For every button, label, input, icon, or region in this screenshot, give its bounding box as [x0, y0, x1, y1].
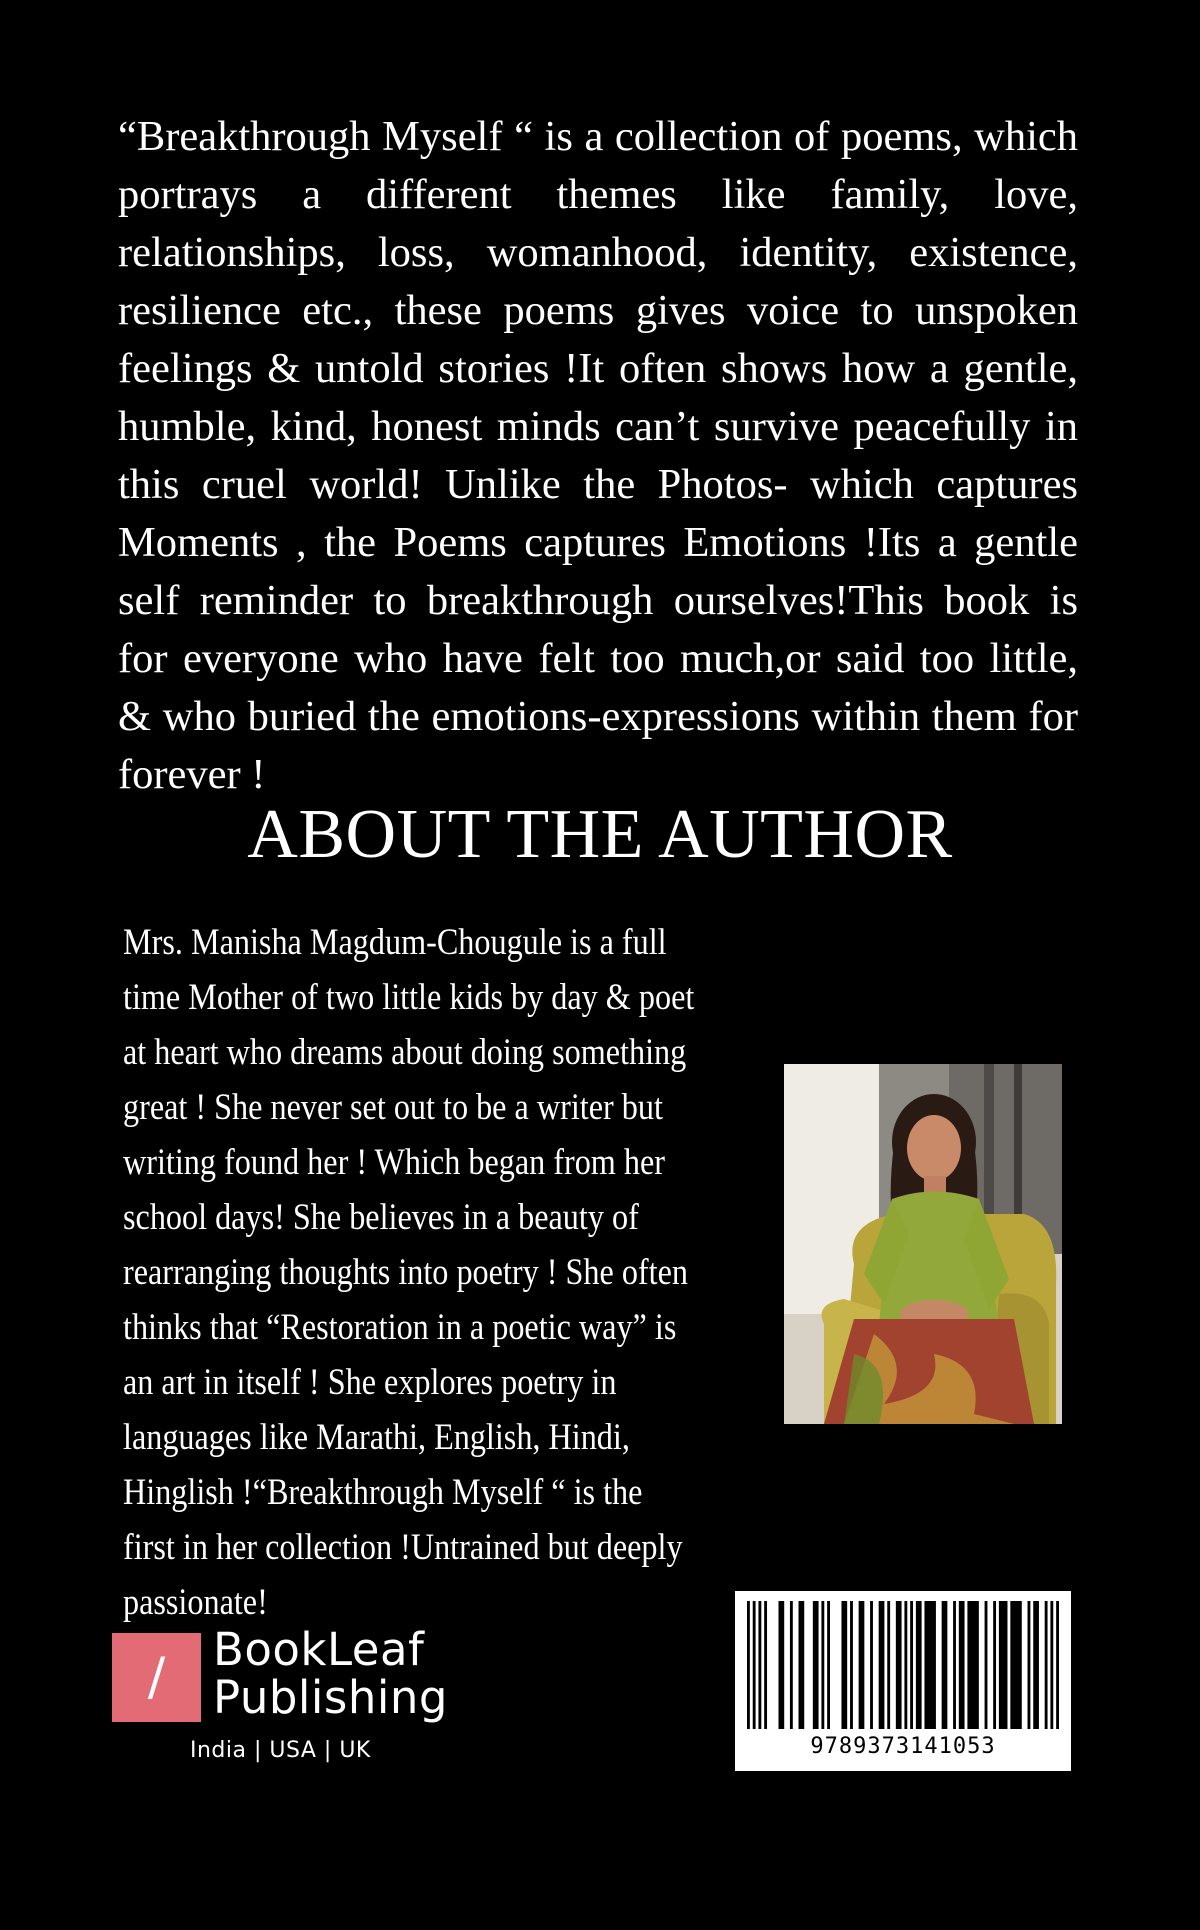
barcode-bar [747, 1601, 750, 1729]
barcode-bar [821, 1601, 824, 1729]
publisher-name-line1: BookLeaf [213, 1623, 425, 1676]
barcode-bar [904, 1601, 907, 1729]
barcode-bar [879, 1601, 885, 1729]
barcode-bar [887, 1601, 890, 1729]
barcode-bar [799, 1601, 805, 1729]
slash-icon: / [147, 1647, 166, 1707]
barcode-bar [953, 1601, 956, 1729]
barcode-bar [1056, 1601, 1059, 1729]
publisher-logo-mark [112, 1633, 201, 1722]
barcode-bar [1045, 1601, 1048, 1729]
barcode-bar [827, 1601, 830, 1729]
barcode-bar [959, 1601, 965, 1729]
barcode-bar [967, 1601, 978, 1729]
barcode-bar [790, 1601, 793, 1729]
about-author-heading: ABOUT THE AUTHOR [247, 796, 953, 873]
barcode-bar [896, 1601, 902, 1729]
barcode-bar [993, 1601, 996, 1729]
barcode-bar [999, 1601, 1008, 1729]
publisher-name-line2: Publishing [213, 1671, 448, 1724]
barcode-bar [778, 1601, 784, 1729]
barcode-bar [758, 1601, 761, 1729]
barcode-bar [1010, 1601, 1021, 1729]
barcode-bar [841, 1601, 847, 1729]
barcode-bar [753, 1601, 756, 1729]
barcode-bar [850, 1601, 853, 1729]
barcode-bar [1033, 1601, 1039, 1729]
author-photo [784, 1064, 1062, 1424]
barcode-bar [924, 1601, 935, 1729]
barcode-bar [1050, 1601, 1053, 1729]
barcode-bar [870, 1601, 873, 1729]
publisher-logo [112, 1623, 448, 1730]
barcode-bar [985, 1601, 988, 1729]
barcode-bar [910, 1601, 913, 1729]
barcode-bar [764, 1601, 767, 1729]
barcode-bar [813, 1601, 819, 1729]
isbn-number: 9789373141053 [810, 1734, 996, 1759]
author-bio: Mrs. Manisha Magdum-Chougule is a full time Mother of two little kids by day & poet at heart who dreams about doing something great ! She never set out to be a writer but writing found her ! Which began from her school days! She believes in a beauty of rearranging thoughts into poetry ! She often thinks that “Restoration in a poetic way” is an art in itself ! She explores poetry in languages like Marathi, English, Hindi, Hinglish !“Breakthrough Myself “ is the first in her collection !Untrained but deeply passionate! [123, 922, 695, 1623]
barcode-bar [916, 1601, 922, 1729]
isbn-barcode [735, 1591, 1071, 1771]
barcode-bars [735, 1591, 1071, 1731]
barcode-bar [859, 1601, 865, 1729]
barcode-bar [1028, 1601, 1031, 1729]
barcode-bar [942, 1601, 948, 1729]
book-blurb: “Breakthrough Myself “ is a collection of poems, which portrays a different themes like family, love, relationships, loss, womanhood, identity, existence, resilience etc., these poems gives voice to unspoken feelings & untold stories !It often shows how a gentle, humble, kind, honest minds can’t survive peacefully in this cruel world! Unlike the Photos- which captures Moments , the Poems captures Emotions !Its a gentle self reminder to breakthrough ourselves!This book is for everyone who have felt too much,or said too little, & who buried the emotions-expressions within them for forever ! [118, 113, 1078, 798]
publisher-regions: India | USA | UK [190, 1738, 371, 1763]
